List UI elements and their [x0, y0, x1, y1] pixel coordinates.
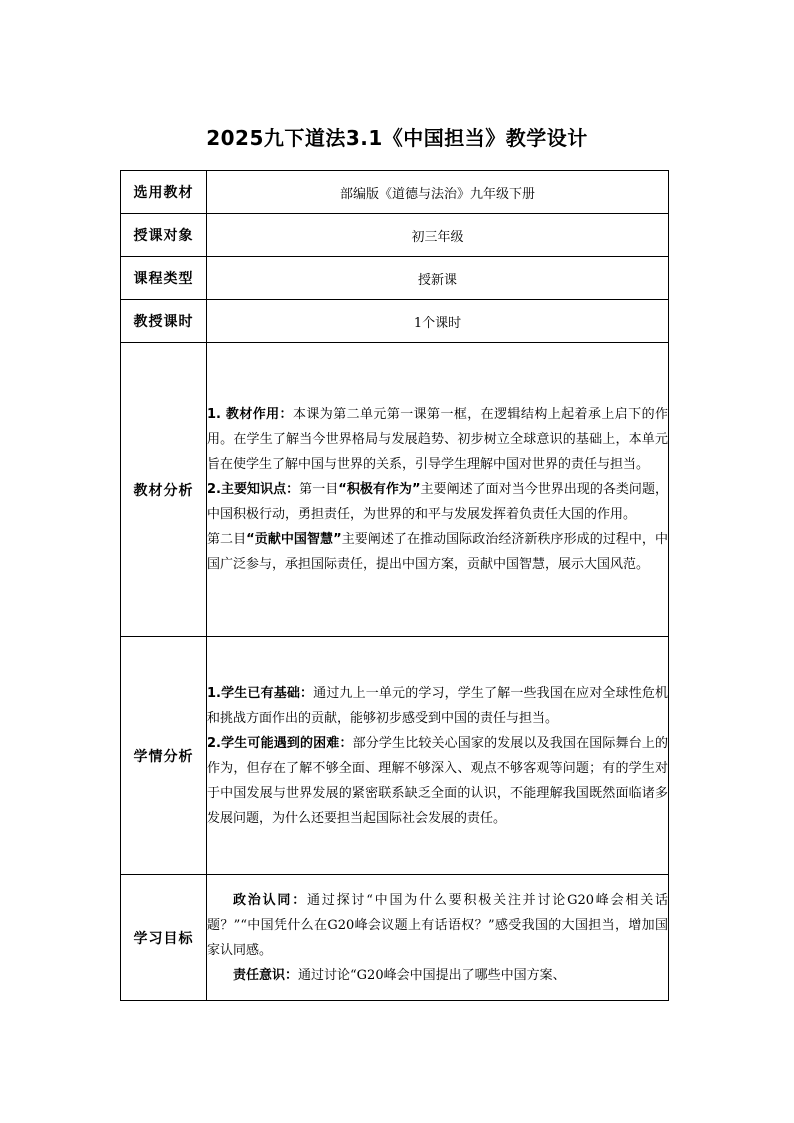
learner-difficulty-text: 部分学生比较关心国家的发展以及我国在国际舞台上的作为，但存在了解不够全面、理解不够深入、观点不够客观等问题；有的学生对于中国发展与世界发展的紧密联系缺乏全面的认识，不能理解我国既然面临诸多发展问题，为什么还要担当起国际社会发展的责任。	[207, 735, 668, 826]
row-label-course-type: 课程类型	[121, 257, 207, 300]
analysis-knowledge-heading: 2.主要知识点：	[207, 482, 300, 497]
page-title: 2025九下道法3.1《中国担当》教学设计	[206, 126, 588, 150]
lesson-design-table	[120, 170, 669, 1001]
row-label-textbook-analysis: 教材分析	[121, 343, 207, 637]
goal-political-identity-heading: 政治认同：	[233, 892, 308, 908]
analysis-knowledge-text-a: 第一目	[299, 482, 339, 497]
learner-analysis-content	[207, 637, 669, 875]
learner-paragraph-difficulty	[207, 731, 668, 831]
row-value-hours: 1个课时	[207, 300, 669, 343]
textbook-analysis-content	[207, 343, 669, 637]
goal-responsibility-text: 通过讨论“G20峰会中国提出了哪些中国方案、	[298, 967, 566, 983]
row-value-course-type: 授新课	[207, 257, 669, 300]
goal-political-identity-text: 通过探讨“中国为什么要积极关注并讨论G20峰会相关话题？”“中国凭什么在G20峰会议题上有话语权？”感受我国的大国担当，增加国家认同感。	[207, 892, 668, 958]
row-label-learning-goals: 学习目标	[121, 875, 207, 1001]
learner-paragraph-basis	[207, 681, 668, 731]
analysis-knowledge-quote: “积极有作为”	[338, 482, 421, 497]
table-row-course-type	[121, 257, 669, 300]
analysis-paragraph-role	[207, 402, 668, 477]
learner-basis-text: 通过九上一单元的学习，学生了解一些我国在应对全球性危机和挑战方面作出的贡献，能够初步感受到中国的责任与担当。	[207, 685, 668, 726]
table-row-hours	[121, 300, 669, 343]
table-row-learner-analysis	[121, 637, 669, 875]
row-value-textbook: 部编版《道德与法治》九年级下册	[207, 171, 669, 214]
analysis-wisdom-quote: “贡献中国智慧”	[246, 532, 342, 547]
row-label-learner-analysis: 学情分析	[121, 637, 207, 875]
goal-responsibility-heading: 责任意识：	[233, 967, 299, 983]
analysis-wisdom-text-a: 第二目	[207, 532, 247, 547]
learning-goals-content	[207, 875, 669, 1001]
row-label-textbook: 选用教材	[121, 171, 207, 214]
learner-basis-heading: 1.学生已有基础：	[207, 685, 314, 701]
goal-responsibility	[207, 963, 668, 988]
goal-political-identity	[207, 888, 668, 963]
analysis-role-text: 本课为第二单元第一课第一框，在逻辑结构上起着承上启下的作用。在学生了解当今世界格局与发展趋势、初步树立全球意识的基础上，本单元旨在使学生了解中国与世界的关系，引导学生理解中国对世界的责任与担当。	[207, 407, 668, 472]
table-row-audience	[121, 214, 669, 257]
learner-difficulty-heading: 2.学生可能遇到的困难：	[207, 735, 353, 751]
analysis-role-heading: 1. 教材作用：	[207, 407, 293, 422]
row-label-hours: 教授课时	[121, 300, 207, 343]
row-value-audience: 初三年级	[207, 214, 669, 257]
table-row-learning-goals	[121, 875, 669, 1001]
table-row-textbook	[121, 171, 669, 214]
table-row-textbook-analysis	[121, 343, 669, 637]
analysis-knowledge-text-b: 主要阐述了面对当今世界出现的各类问题，中国积极行动，勇担责任，为世界的和平与发展发挥着负责任大国的作用。	[207, 482, 668, 522]
analysis-paragraph-wisdom	[207, 527, 668, 577]
row-label-audience: 授课对象	[121, 214, 207, 257]
analysis-paragraph-knowledge	[207, 477, 668, 527]
analysis-wisdom-text-b: 主要阐述了在推动国际政治经济新秩序形成的过程中，中国广泛参与，承担国际责任，提出中国方案，贡献中国智慧，展示大国风范。	[207, 532, 668, 572]
